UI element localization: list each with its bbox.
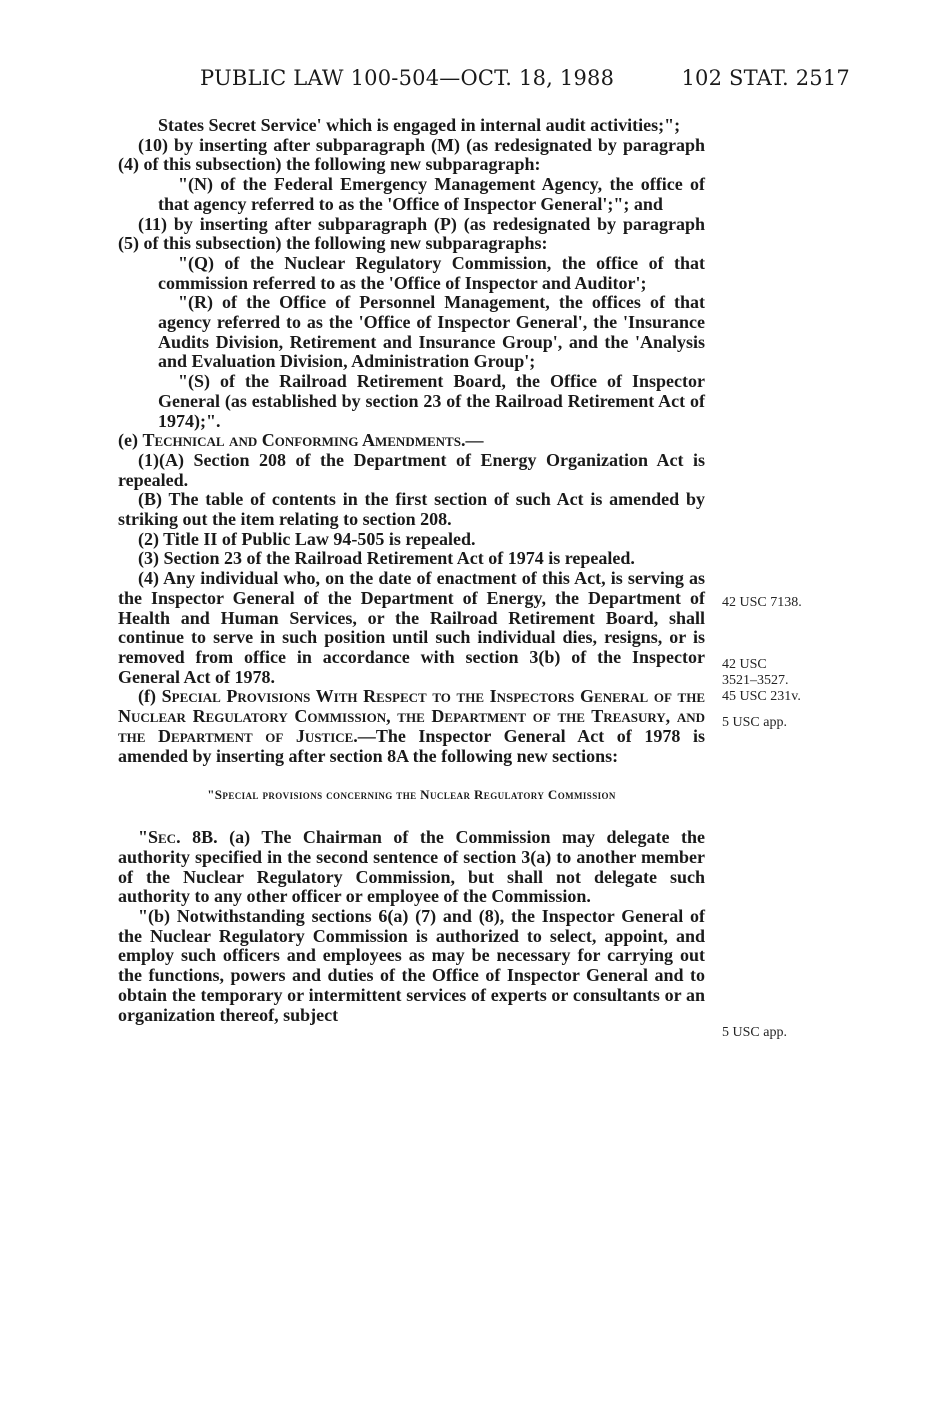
paragraph-rest: The Inspector General Act of 1978 is amended by inserting after section 8A the following new sections: [118,725,705,766]
margin-note: 5 USC app. [722,1025,787,1040]
stat-page-number: 102 STAT. 2517 [681,66,850,90]
paragraph: (1)(A) Section 208 of the Department of Energy Organization Act is repealed. [118,449,705,490]
sec-label: Sec. [148,827,181,848]
paragraph: (11) by inserting after subparagraph (P) (as redesignated by paragraph (5) of this subsection) the following new subparagraphs: [118,213,705,254]
margin-note: 5 USC app. [722,715,787,730]
margin-note: 3521–3527. [722,673,789,688]
margin-note: 45 USC 231v. [722,689,801,704]
section-8b-paragraph [118,828,705,907]
paragraph: States Secret Service' which is engaged in internal audit activities;"; [158,115,681,135]
statute-text [118,116,705,1025]
running-head: PUBLIC LAW 100-504—OCT. 18, 1988 [200,66,615,90]
paragraph-lead: (f) [138,686,162,707]
section-heading-e [118,431,705,451]
paragraph: "(Q) of the Nuclear Regulatory Commission, the office of that commission referred to as the 'Office of Inspector and Auditor'; [158,252,705,293]
paragraph-rest: 8B. (a) The Chairman of the Commission may delegate the authority specified in the second sentence of section 3(a) to another member of the Nuclear Regulatory Commission, but shall not delegate such authority to any other officer or employee of the Commission. [118,827,705,907]
section-f-paragraph [118,687,705,766]
paragraph-lead: (e) [118,430,143,451]
centered-heading: "Special provisions concerning the Nuclear Regulatory Commission [207,787,616,803]
paragraph: (2) Title II of Public Law 94-505 is repealed. [138,528,476,549]
margin-note: 42 USC 7138. [722,595,802,610]
section-title: Technical and Conforming Amendments.— [142,430,484,451]
section-title: Special Provisions With Respect to the Inspectors General of the Nuclear Regulatory Commission, the Department of the Treasury, and the Department of Justice.— [118,686,706,746]
margin-note: 42 USC [722,657,767,672]
paragraph: (4) Any individual who, on the date of enactment of this Act, is serving as the Inspector General of the Department of Energy, the Department of Health and Human Services, or the Railroad Retirement Board, shall continue to serve in such position until such individual dies, resigns, or is removed from office in accordance with section 3(b) of the Inspector General Act of 1978. [118,568,705,687]
paragraph: (B) The table of contents in the first section of such Act is amended by striking out the item relating to section 208. [118,489,705,530]
paragraph: "(b) Notwithstanding sections 6(a) (7) and (8), the Inspector General of the Nuclear Regulatory Commission is authorized to select, appoint, and employ such officers and employees as may be necessary for carrying out the functions, powers and duties of the Office of Inspector General and to obtain the temporary or intermittent services of experts or consultants or an organization thereof, subject [118,906,705,1025]
paragraph: "(S) of the Railroad Retirement Board, the Office of Inspector General (as established by section 23 of the Railroad Retirement Act of 1974);". [158,371,705,431]
paragraph: "(R) of the Office of Personnel Management, the offices of that agency referred to as the 'Office of Inspector General', the 'Insurance Audits Division, Retirement and Insurance Group', and the 'Analysis and Evaluation Division, Administration Group'; [158,292,705,372]
paragraph: (10) by inserting after subparagraph (M) (as redesignated by paragraph (4) of this subsection) the following new subparagraph: [118,134,705,175]
paragraph: "(N) of the Federal Emergency Management Agency, the office of that agency referred to as the 'Office of Inspector General';"; and [158,174,705,214]
paragraph-lead: " [138,827,148,848]
paragraph: (3) Section 23 of the Railroad Retirement Act of 1974 is repealed. [138,548,635,569]
